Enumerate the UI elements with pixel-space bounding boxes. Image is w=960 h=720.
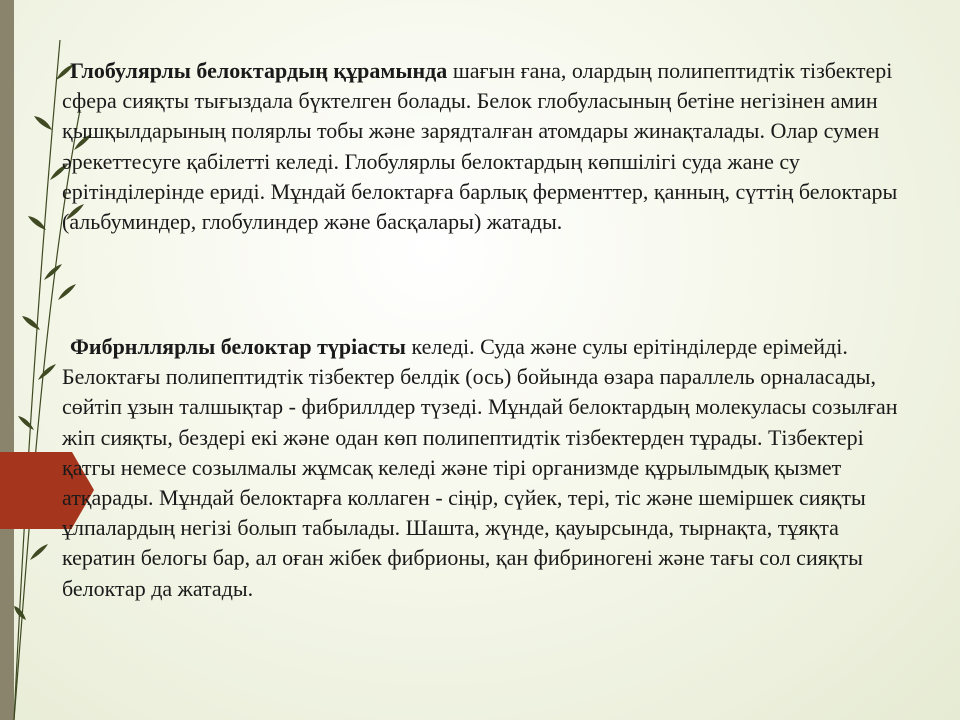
paragraph-globular — [62, 56, 914, 237]
paragraph-body: шағын ғана, олардың полипептидтік тізбектері сфера сияқты тығыздала бүктелген болады. Белок глобуласының бетіне негізінен амин қышқылдарының полярлы тобы және зарядталған атомдары жинақталады. Олар сумен әрекеттесуге қабілетті келеді. Глобулярлы белоктардың көпшілігі суда жане су ерітінділерінде ериді. Мұндай белоктарға барлық ферменттер, қанның, сүттің белоктары (альбуминдер, глобулиндер және басқалары) жатады. — [62, 58, 898, 235]
paragraph-body: келеді. Суда және сулы ерітінділерде ерімейді. Белоктағы полипептидтік тізбектер белдік (ось) бойында өзара параллель орналасады, сөйтіп ұзын талшықтар - фибриллдер түзеді. Мұндай белоктардың молекуласы созылған жіп сияқты, бездері екі және одан көп полипептидтік тізбектерден тұрады. Тізбектері қатгы немесе созылмалы жұмсақ келеді және тірі организмде құрылымдық қызмет атқарады. Мұндай белоктарға коллаген - сіңір, сүйек, тері, тіс және шеміршек сияқты ұлпалардың негізі болып табылады. Шашта, жүнде, қауырсында, тырнақта, тұяқта кератин белогы бар, ал оған жібек фибрионы, қан фибриногені және тағы сол сияқты белоктар да жатады. — [62, 334, 898, 601]
paragraph-lead: Фибрнллярлы белоктар түріасты — [70, 334, 406, 359]
paragraph-fibrillar — [62, 332, 914, 604]
paragraph-lead: Глобулярлы белоктардың құрамында — [70, 58, 448, 83]
